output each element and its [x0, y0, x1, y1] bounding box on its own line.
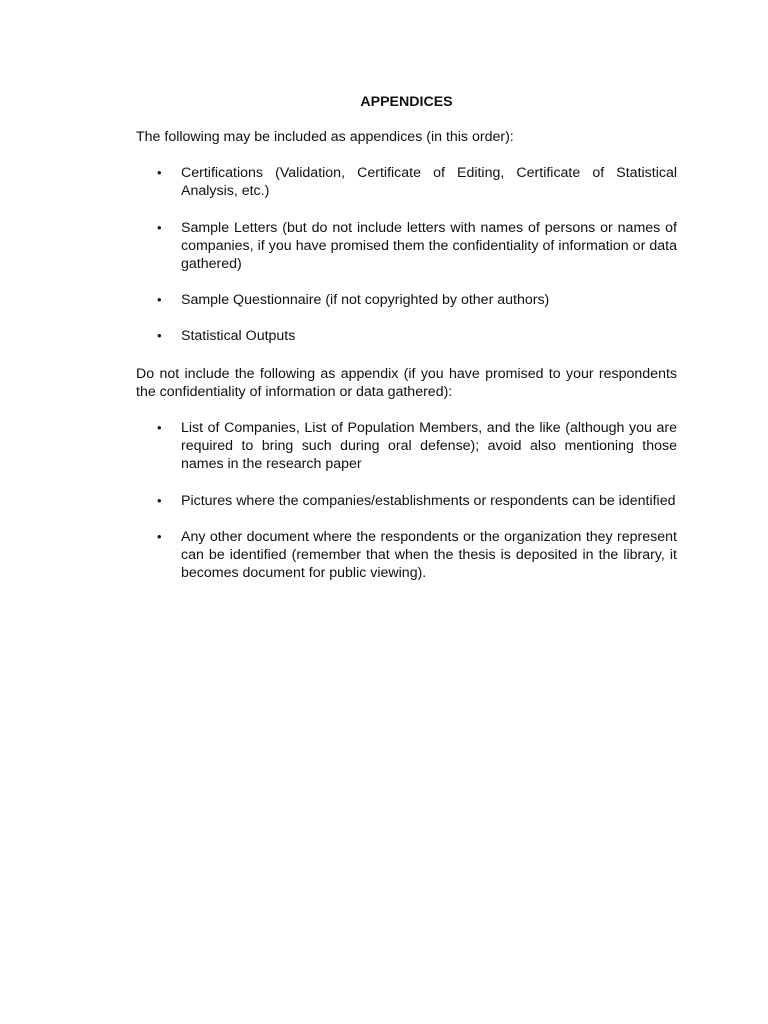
- list-item-text: Certifications (Validation, Certificate of Editing, Certificate of Statistical Analysis, etc.): [181, 165, 677, 200]
- list-item: [136, 327, 677, 345]
- list-item: [136, 528, 677, 583]
- include-list: [136, 164, 677, 345]
- bullet-icon: •: [157, 492, 162, 508]
- list-item-text: Sample Questionnaire (if not copyrighted by other authors): [181, 292, 550, 309]
- list-item-text: Pictures where the companies/establishments or respondents can be identified: [181, 492, 676, 509]
- list-item: [136, 419, 677, 474]
- list-item: [136, 291, 677, 309]
- exclude-paragraph: Do not include the following as appendix (if you have promised to your respondents the confidentiality of information or data gathered):: [136, 365, 677, 400]
- page-title: APPENDICES: [360, 94, 453, 110]
- list-item-text: Any other document where the respondents or the organization they represent can be identified (remember that when the thesis is deposited in the library, it becomes document for public viewing).: [181, 528, 677, 582]
- bullet-icon: •: [157, 292, 162, 308]
- bullet-icon: •: [157, 328, 162, 344]
- list-item: [136, 492, 677, 510]
- list-item: [136, 219, 677, 274]
- intro-paragraph: The following may be included as appendices (in this order):: [136, 129, 514, 145]
- document-page: [136, 93, 677, 582]
- list-item-text: Statistical Outputs: [181, 328, 296, 345]
- list-item: [136, 164, 677, 200]
- bullet-icon: •: [157, 219, 162, 235]
- list-item-text: Sample Letters (but do not include letters with names of persons or names of companies, if you have promised them the confidentiality of information or data gathered): [181, 219, 677, 273]
- bullet-icon: •: [157, 165, 162, 181]
- list-item-text: List of Companies, List of Population Members, and the like (although you are required to bring such during oral defense); avoid also mentioning those names in the research paper: [181, 420, 677, 473]
- bullet-icon: •: [157, 528, 162, 544]
- bullet-icon: •: [157, 420, 162, 436]
- exclude-list: [136, 419, 677, 582]
